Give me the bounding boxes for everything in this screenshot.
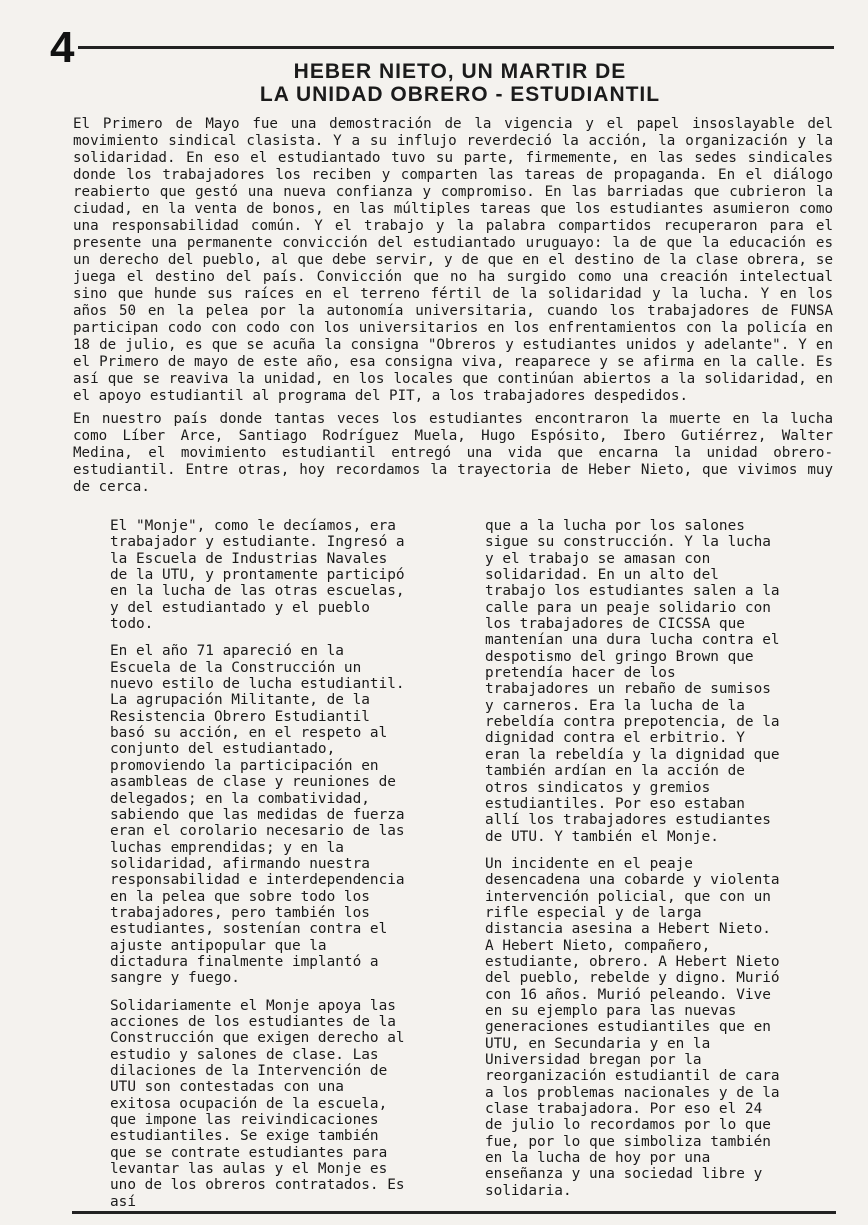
left-column bbox=[110, 518, 410, 1221]
page-number: 4 bbox=[50, 23, 75, 72]
left-column-paragraph: Solidariamente el Monje apoya las acciones de los estudiantes de la Construcción que exigen derecho al estudio y salones de clase. Las dilaciones de la Intervención de UTU son contestadas con una exitosa ocupación de la escuela, que impone las reivindicaciones estudiantiles. Se exige también que se contrate estudiantes para levantar las aulas y el Monje es uno de los obreros contratados. Es así bbox=[110, 997, 405, 1210]
intro-section bbox=[73, 116, 833, 502]
intro-paragraph: En nuestro país donde tantas veces los estudiantes encontraron la muerte en la lucha como Líber Arce, Santiago Rodríguez Muela, Hugo Espósito, Ibero Gutiérrez, Walter Medina, el movimiento estudiantil entregó una vida que encarna la unidad obrero-estudiantil. Entre otras, hoy recordamos la trayectoria de Heber Nieto, que vivimos muy de cerca. bbox=[73, 411, 833, 495]
left-column-paragraph: En el año 71 apareció en la Escuela de la Construcción un nuevo estilo de lucha estudiantil. La agrupación Militante, de la Resistencia Obrero Estudiantil basó su acción, en el respeto al conjunto del estudiantado, promoviendo la participación en asambleas de clase y reuniones de delegados; en la combatividad, sabiendo que las medidas de fuerza eran el corolario necesario de las luchas emprendidas; y en la solidaridad, afirmando nuestra responsabilidad e interdependencia en la pelea que sobre todo los trabajadores, pero también los estudiantes, sostenían contra el ajuste antipopular que la dictadura finalmente implantó a sangre y fuego. bbox=[110, 643, 405, 987]
title-line-2: LA UNIDAD OBRERO - ESTUDIANTIL bbox=[259, 83, 661, 106]
left-column-paragraph: El "Monje", como le decíamos, era trabajador y estudiante. Ingresó a la Escuela de Industrias Navales de la UTU, y prontamente participó en la lucha de las otras escuelas, y del estudiantado y el pueblo todo. bbox=[110, 518, 405, 633]
right-column bbox=[485, 518, 785, 1210]
right-column-paragraph: Un incidente en el peaje desencadena una cobarde y violenta intervención policial, que con un rifle especial y de larga distancia asesina a Hebert Nieto. A Hebert Nieto, compañero, estudiante, obrero. A Hebert Nieto del pueblo, rebelde y digno. Murió con 16 años. Murió peleando. Vive en su ejemplo para las nuevas generaciones estudiantiles que en UTU, en Secundaria y en la Universidad bregan por la reorganización estudiantil de cara a los problemas nacionales y de la clase trabajadora. Por eso el 24 de julio lo recordamos por lo que fue, por lo que simboliza también en la lucha de hoy por una enseñanza y una sociedad libre y solidaria. bbox=[485, 855, 780, 1199]
intro-paragraph: El Primero de Mayo fue una demostración de la vigencia y el papel insoslayable del movimiento sindical clasista. Y a su influjo reverdeció la acción, la organización y la solidaridad. En eso el estudiantado tuvo su parte, firmemente, en las sedes sindicales donde los trabajadores los reciben y comparten las tareas de propaganda. En el diálogo reabierto que gestó una nueva confianza y compromiso. En las barriadas que cubrieron la ciudad, en la venta de bonos, en las múltiples tareas que los estudiantes asumieron como una responsabilidad común. Y el trabajo y la palabra compartidos recuperaron para el presente una permanente convicción del estudiantado uruguayo: la de que la educación es un derecho del pueblo, al que debe servir, y de que en el destino de la clase obrera, se juega el destino del país. Convicción que no ha surgido como una creación intelectual sino que hunde sus raíces en el terreno fértil de la solidaridad y la lucha. Y en los años 50 en la pelea por la autonomía universitaria, cuando los trabajadores de FUNSA participan codo con codo con los universitarios en los enfrentamientos con la policía en 18 de julio, es que se acuña la consigna "Obreros y estudiantes unidos y adelante". Y en el Primero de mayo de este año, esa consigna viva, reaparece y se afirma en la calle. Es así que se reaviva la unidad, en los locales que continúan abiertos a la solidaridad, en el apoyo estudiantil al programa del PIT, a los trabajadores despedidos. bbox=[73, 116, 833, 404]
right-column-paragraph: que a la lucha por los salones sigue su construcción. Y la lucha y el trabajo se amasan con solidaridad. En un alto del trabajo los estudiantes salen a la calle para un peaje solidario con los trabajadores de CICSSA que mantenían una dura lucha contra el despotismo del gringo Brown que pretendía hacer de los trabajadores un rebaño de sumisos y carneros. Era la lucha de la rebeldía contra prepotencia, de la dignidad contra el erbitrio. Y eran la rebeldía y la dignidad que también ardían en la acción de otros sindicatos y gremios estudiantiles. Por eso estaban allí los trabajadores estudiantes de UTU. Y también el Monje. bbox=[485, 518, 780, 845]
article-title bbox=[170, 60, 750, 106]
top-rule bbox=[78, 46, 834, 49]
bottom-rule bbox=[72, 1211, 836, 1214]
title-line-1: HEBER NIETO, UN MARTIR DE bbox=[293, 60, 627, 83]
